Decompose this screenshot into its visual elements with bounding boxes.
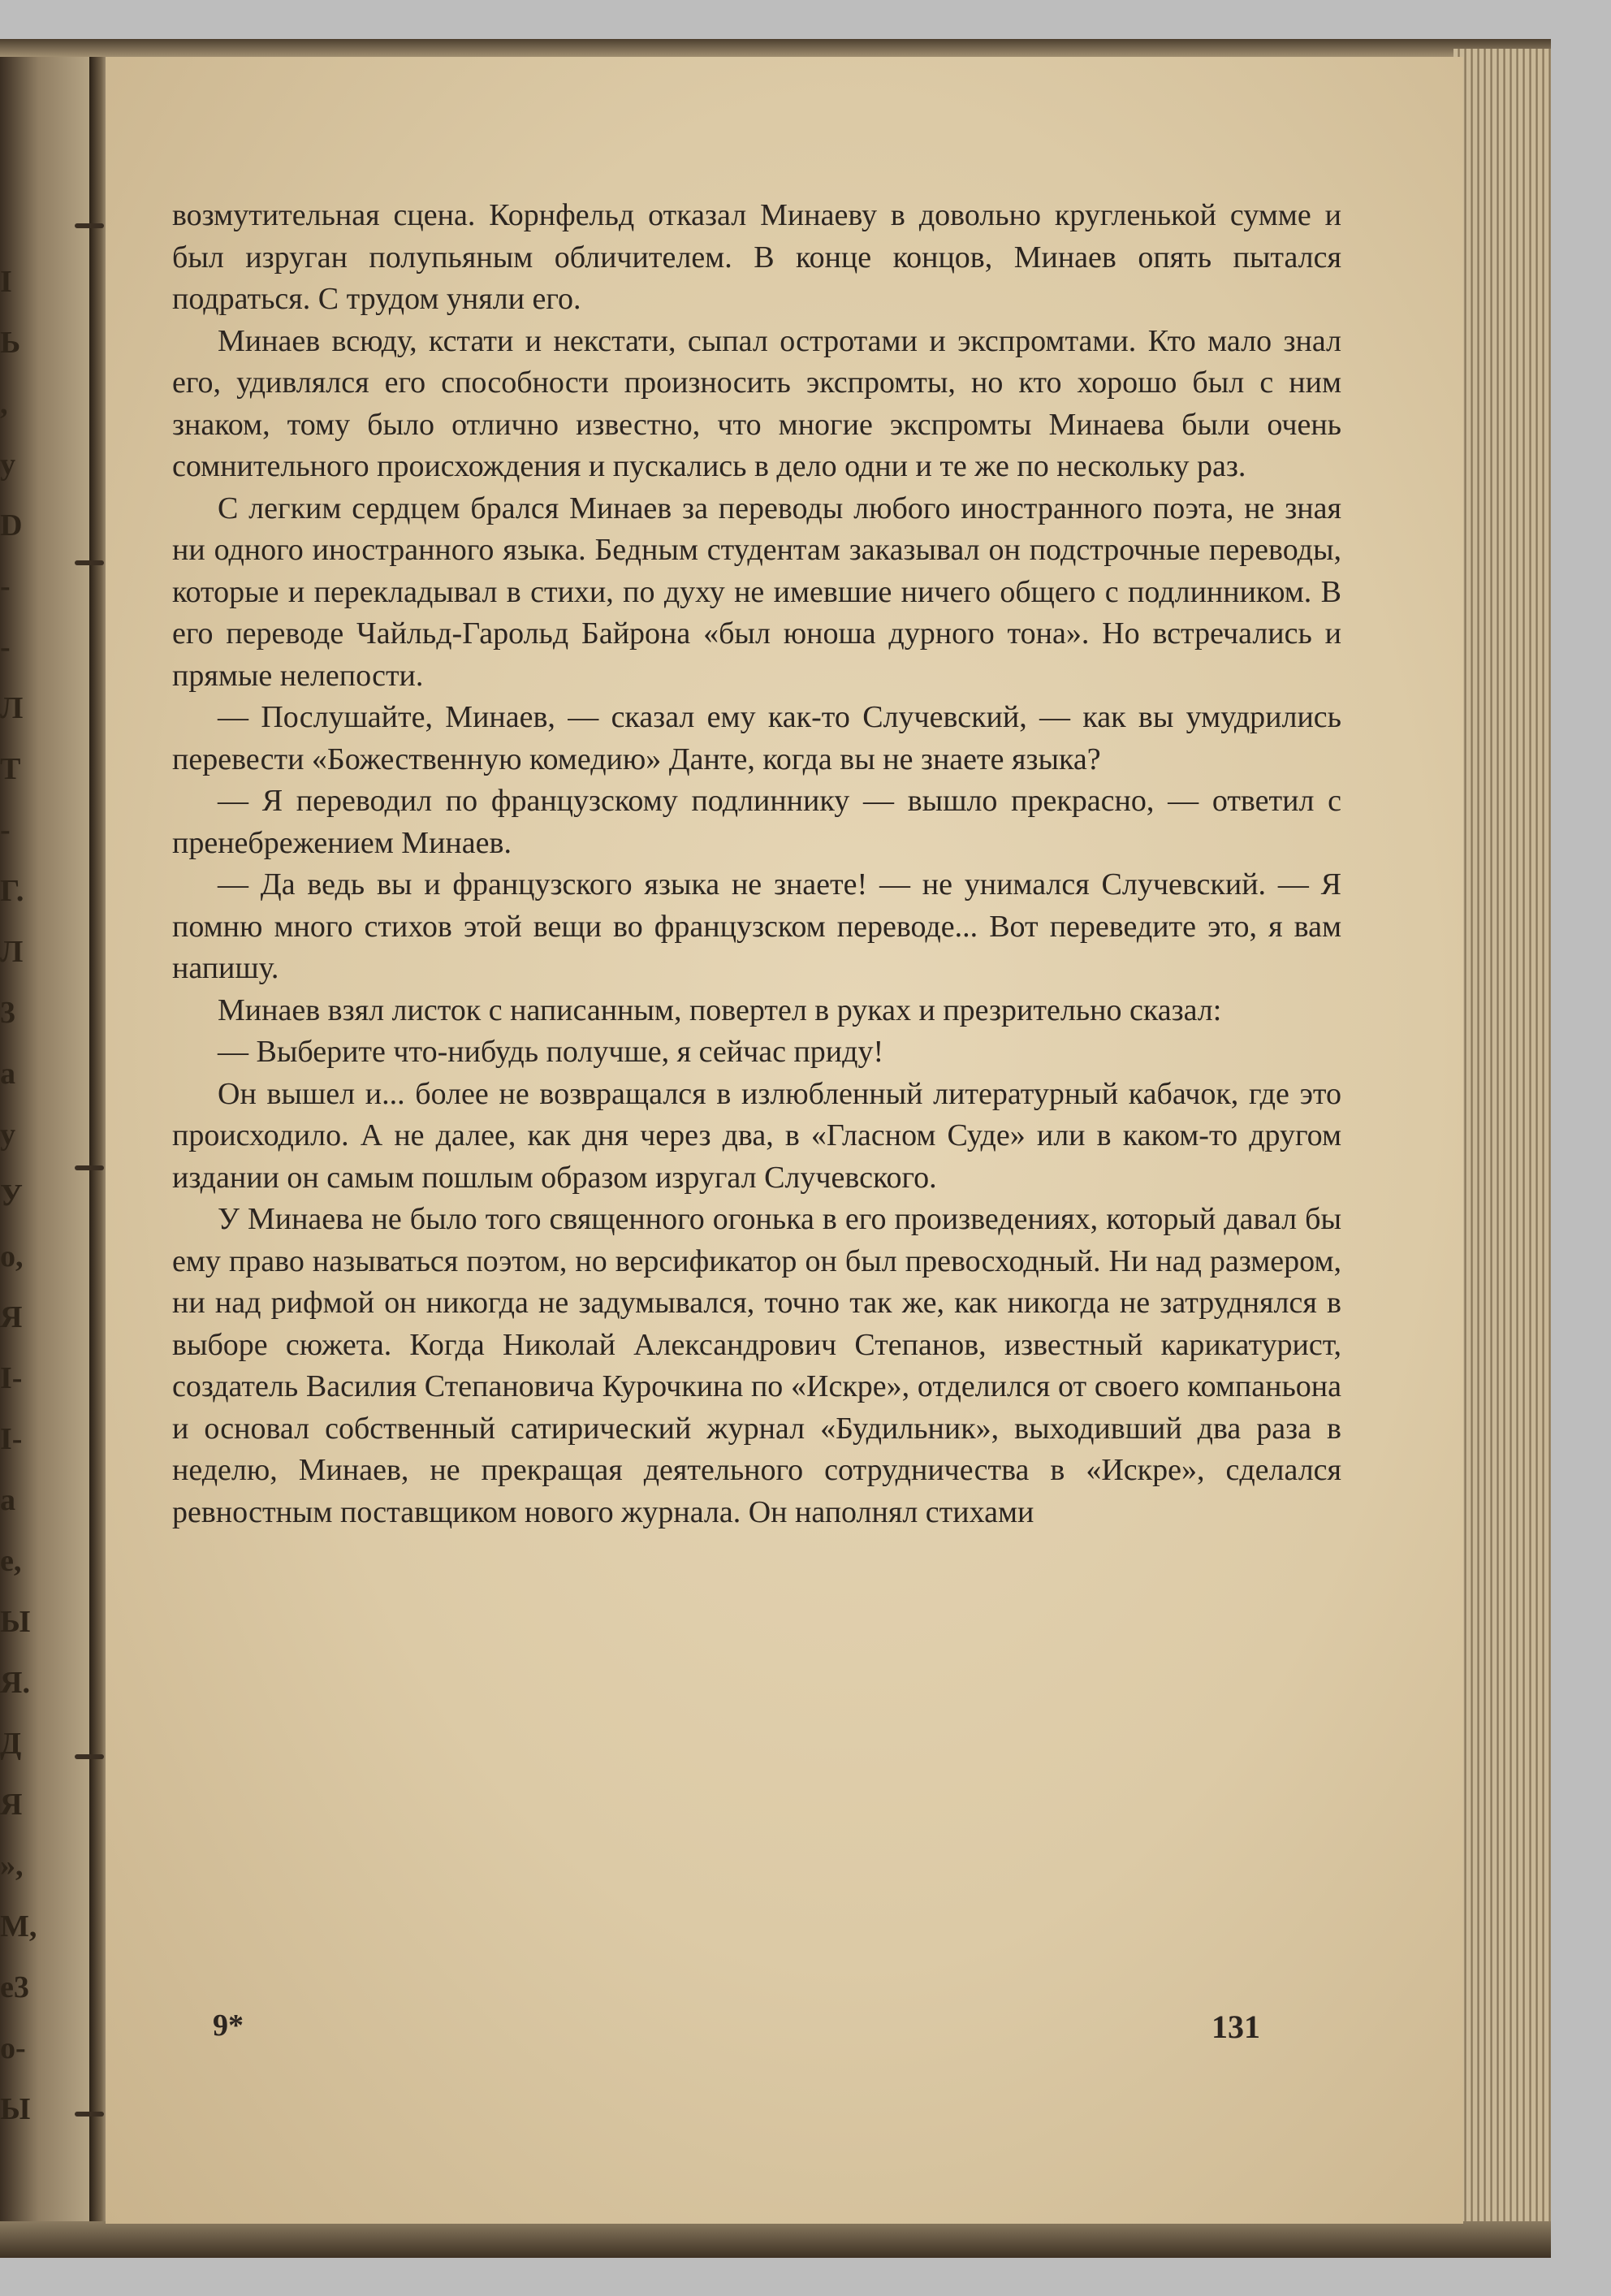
- left-page-letter: 3: [0, 996, 15, 1030]
- left-page-letter: Г.: [0, 874, 24, 908]
- left-page-letter: »,: [0, 1848, 24, 1883]
- left-page-letter: Л: [0, 691, 24, 725]
- left-page-letter: I-: [0, 1361, 23, 1395]
- paragraph: Минаев взял листок с написанным, повертел в руках и презрительно сказал:: [218, 992, 1222, 1027]
- binding-thread-mark: [75, 1754, 104, 1759]
- book-bottom-edge: [0, 2221, 1551, 2258]
- left-page-letter: -: [0, 813, 11, 847]
- left-page-letter: Ы: [0, 2092, 31, 2126]
- paragraph: — Послушайте, Минаев, — сказал ему как-то Случевский, — как вы умудрились перевести «Божественную комедию» Данте, когда вы не знаете языка?: [172, 700, 1341, 776]
- paragraph: С легким сердцем брался Минаев за переводы любого иностранного поэта, не зная ни одного иностранного языка. Бедным студентам заказывал он подстрочные переводы, которые и перекладывал в стихи, по духу не имевшие ничего общего с подлинником. В его переводе Чайльд-Гарольд Байрона «был юноша дурного тона». Но встречались и прямые нелепости.: [172, 491, 1341, 693]
- left-page-letter: Я: [0, 1788, 23, 1822]
- left-page-letter: I: [0, 265, 12, 299]
- left-page-letter: Я.: [0, 1666, 30, 1700]
- left-page-letter: Л: [0, 935, 24, 969]
- left-page-letter: У: [0, 1178, 23, 1213]
- page-stack-edges: [1453, 49, 1551, 2225]
- signature-mark: 9*: [213, 2008, 244, 2043]
- left-page-letter: D: [0, 508, 23, 543]
- paragraph: Минаев всюду, кстати и некстати, сыпал остротами и экспромтами. Кто мало знал его, удивлялся его способности произносить экспромты, но кто хорошо был с ним знаком, тому было отлично известно, что многие экспромты Минаева были очень сомнительного происхождения и пускались в дело одни и те же по нескольку раз.: [172, 323, 1341, 483]
- left-page-letter: a: [0, 1057, 15, 1091]
- left-page-letter: Ь: [0, 326, 21, 360]
- paragraph: возмутительная сцена. Корнфельд отказал Минаеву в довольно кругленькой сумме и был изруган полупьяным обличителем. В конце концов, Минаев опять пытался подраться. С трудом уняли его.: [172, 198, 1341, 316]
- page-body-text: [172, 195, 1341, 1533]
- binding-thread-mark: [75, 2112, 104, 2117]
- left-page-letter: Т: [0, 752, 21, 786]
- paragraph: — Да ведь вы и французского языка не знаете! — не унимался Случевский. — Я помню много стихов этой вещи во французском переводе... Вот переведите это, я вам напишу.: [172, 867, 1341, 985]
- book-top-edge: [0, 39, 1551, 57]
- left-page-letter: a: [0, 1483, 15, 1517]
- left-page-letter: Ы: [0, 1605, 31, 1639]
- left-page-letter: о,: [0, 1239, 24, 1273]
- binding-thread-mark: [75, 1165, 104, 1170]
- left-page-letter: y: [0, 448, 15, 482]
- left-page-letter: -: [0, 569, 11, 603]
- left-page-letter: -: [0, 630, 11, 664]
- left-page-letter: o-: [0, 2031, 26, 2065]
- page-number: 131: [1211, 2008, 1260, 2045]
- left-page-letter: у: [0, 1118, 15, 1152]
- left-page-letter: Д: [0, 1727, 22, 1761]
- left-page-fragment: [0, 39, 96, 2256]
- left-page-letter: М,: [0, 1909, 37, 1944]
- paragraph: — Я переводил по французскому подлиннику — вышло прекрасно, — ответил с пренебрежением Минаев.: [172, 784, 1341, 860]
- binding-thread-mark: [75, 560, 104, 565]
- binding-thread-mark: [75, 223, 104, 228]
- left-page-letter: e3: [0, 1970, 29, 2004]
- left-page-letter: ,: [0, 387, 8, 421]
- left-page-letter: Я: [0, 1300, 23, 1334]
- paragraph: Он вышел и... более не возвращался в излюбленный литературный кабачок, где это происходило. А не далее, как дня через два, в «Гласном Суде» или в каком-то другом издании он самым пошлым образом изругал Случевского.: [172, 1076, 1341, 1195]
- paragraph: У Минаева не было того священного огонька в его произведениях, который давал бы ему право называться поэтом, но версификатор он был превосходный. Ни над размером, ни над рифмой он никогда не задумывался, точно так же, как никогда не затруднялся в выборе сюжета. Когда Николай Александрович Степанов, известный карикатурист, создатель Василия Степановича Курочкина по «Искре», отделился от своего компаньона и основал собственный сатирический журнал «Будильник», выходивший два раза в неделю, Минаев, не прекращая деятельного сотрудничества в «Искре», сделался ревностным поставщиком нового журнала. Он наполнял стихами: [172, 1202, 1341, 1529]
- paragraph: — Выберите что-нибудь получше, я сейчас приду!: [218, 1035, 884, 1069]
- left-page-letter: e,: [0, 1544, 22, 1578]
- left-page-letter: I-: [0, 1422, 23, 1456]
- book-page: [106, 57, 1463, 2224]
